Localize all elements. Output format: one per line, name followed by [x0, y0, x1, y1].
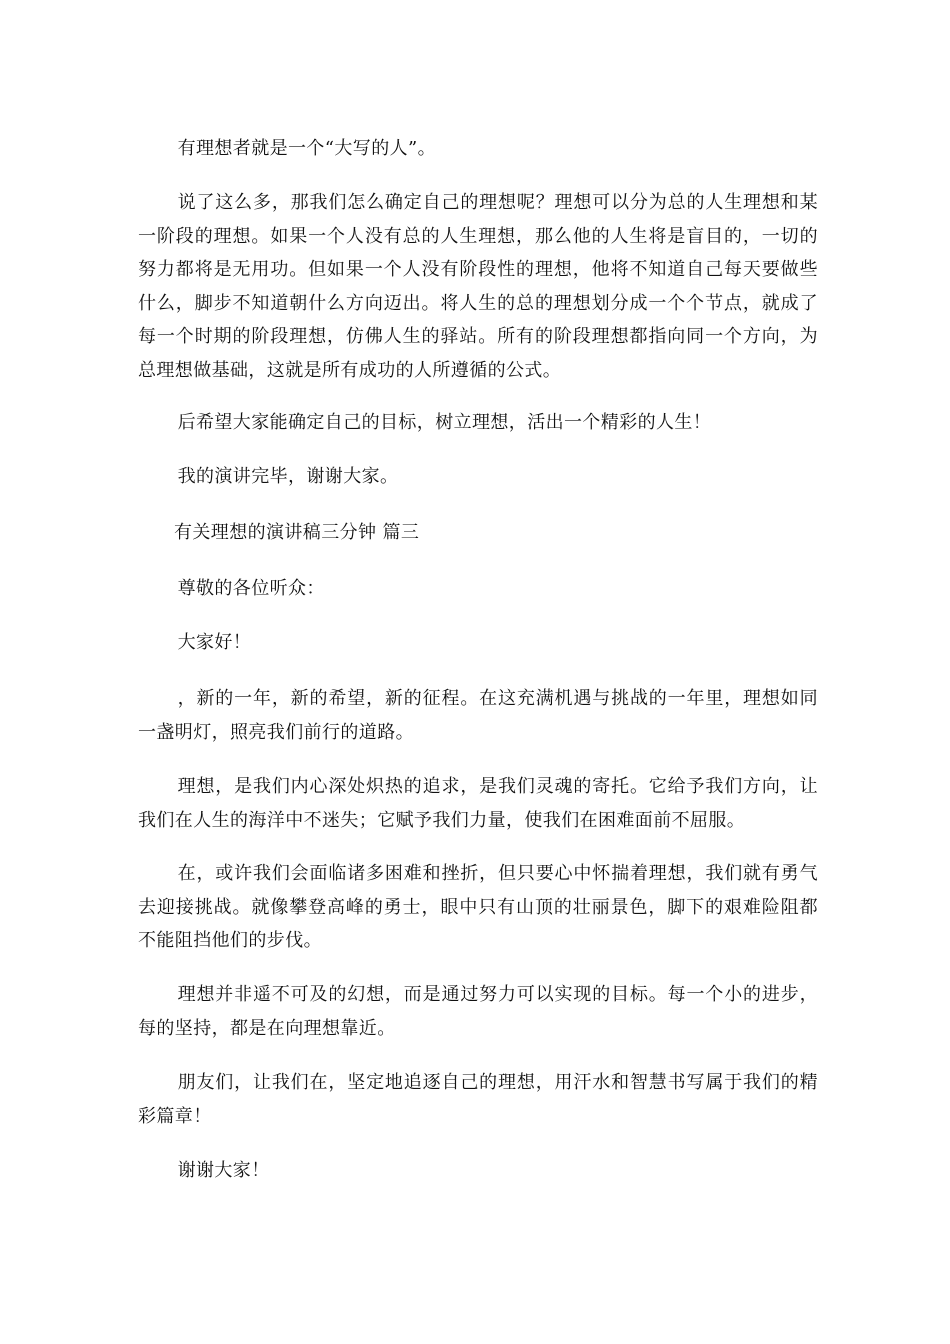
paragraph-friends: 朋友们，让我们在，坚定地追逐自己的理想，用汗水和智慧书写属于我们的精彩篇章！	[138, 1072, 818, 1127]
paragraph-thanks: 谢谢大家！	[177, 1160, 270, 1181]
paragraph-salutation: 尊敬的各位听众：	[177, 578, 325, 599]
paragraph-greeting: 大家好！	[177, 632, 252, 653]
paragraph-new-year: ，新的一年，新的希望，新的征程。在这充满机遇与挑战的一年里，理想如同一盏明灯，照亮我们前行的道路。	[138, 688, 818, 743]
paragraph-hope: 后希望大家能确定自己的目标，树立理想，活出一个精彩的人生！	[177, 412, 712, 433]
paragraph-capital-person: 有理想者就是一个“大写的人”。	[177, 138, 436, 159]
paragraph-define-ideal: 说了这么多，那我们怎么确定自己的理想呢？理想可以分为总的人生理想和某一阶段的理想。如果一个人没有总的人生理想，那么他的人生将是盲目的，一切的努力都将是无用功。但如果一个人没有阶段性的理想，他将不知道自己每天要做些什么，脚步不知道朝什么方向迈出。将人生的总的理想划分成一个个节点，就成了每一个时期的阶段理想，仿佛人生的驿站。所有的阶段理想都指向同一个方向，为总理想做基础，这就是所有成功的人所遵循的公式。	[138, 192, 818, 381]
section-heading: 有关理想的演讲稿三分钟 篇三	[174, 522, 420, 543]
paragraph-not-fantasy: 理想并非遥不可及的幻想，而是通过努力可以实现的目标。每一个小的进步，每的坚持，都是在向理想靠近。	[138, 984, 818, 1039]
paragraph-ideal-pursuit: 理想，是我们内心深处炽热的追求，是我们灵魂的寄托。它给予我们方向，让我们在人生的海洋中不迷失；它赋予我们力量，使我们在困难面前不屈服。	[138, 776, 818, 831]
paragraph-speech-end: 我的演讲完毕，谢谢大家。	[177, 466, 399, 487]
paragraph-challenges: 在，或许我们会面临诸多困难和挫折，但只要心中怀揣着理想，我们就有勇气去迎接挑战。就像攀登高峰的勇士，眼中只有山顶的壮丽景色，脚下的艰难险阻都不能阻挡他们的步伐。	[138, 863, 818, 951]
